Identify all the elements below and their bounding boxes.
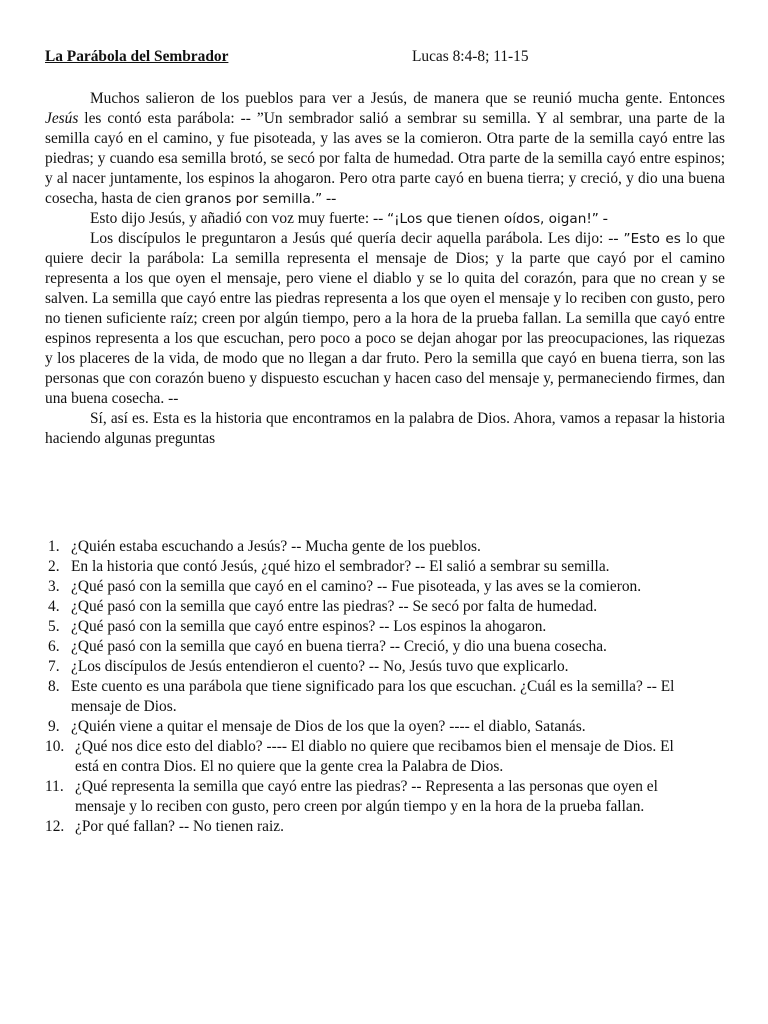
story-text: [45, 89, 725, 449]
question-text: ¿Quién estaba escuchando a Jesús? -- Mucha gente de los pueblos.: [71, 538, 481, 555]
question-number: 1.: [48, 538, 60, 555]
question-text: ¿Qué pasó con la semilla que cayó entre espinos? -- Los espinos la ahogaron.: [71, 618, 547, 635]
question-text: ¿Qué representa la semilla que cayó entre las piedras? -- Representa a las personas que oyen el mensaje y lo reciben con gusto, pero creen por algún tiempo y en la hora de la prueba fallan.: [75, 778, 658, 815]
story-p1-part-a: Muchos salieron de los pueblos para ver a Jesús, de manera que se reunió mucha gente. Entonces: [90, 90, 725, 107]
question-number: 8.: [48, 678, 60, 695]
story-paragraph-3: [45, 229, 725, 409]
question-text: ¿Quién viene a quitar el mensaje de Dios de los que la oyen? ---- el diablo, Satanás.: [71, 718, 586, 735]
question-number: 6.: [48, 638, 60, 655]
question-text: ¿Por qué fallan? -- No tienen raiz.: [75, 818, 284, 835]
question-text: ¿Qué nos dice esto del diablo? ---- El diablo no quiere que recibamos bien el mensaje de Dios. El está en contra Dios. El no quiere que la gente crea la Palabra de Dios.: [75, 738, 674, 775]
story-paragraph-4: Sí, así es. Esta es la historia que encontramos en la palabra de Dios. Ahora, vamos a repasar la historia haciendo algunas preguntas: [45, 410, 725, 447]
question-text: ¿Los discípulos de Jesús entendieron el cuento? -- No, Jesús tuvo que explicarlo.: [71, 658, 569, 675]
story-p3-part-b: lo que quiere decir la parábola: La semilla representa el mensaje de Dios; y la parte que cayó por el camino representa a los que oyen el mensaje, pero viene el diablo y se lo quita del corazón, para que no crean y se salven. La semilla que cayó entre las piedras representa a los que oyen el mensaje y lo reciben con gusto, pero no tienen suficiente raíz; creen por algún tiempo, pero a la hora de la prueba fallan. La semilla que cayó entre espinos representa a los que escuchan, pero poco a poco se dejan ahogar por las preocupaciones, las riquezas y los placeres de la vida, de modo que no llegan a dar fruto. Pero la semilla que cayó en buena tierra, son las personas que con corazón bueno y dispuesto escuchan y hacen caso del mensaje y, permaneciendo firmes, dan una buena cosecha. --: [45, 230, 725, 407]
question-number: 2.: [48, 558, 60, 575]
question-number: 12.: [45, 818, 65, 835]
question-number: 3.: [48, 578, 60, 595]
quote-mark: ”: [256, 110, 264, 127]
question-text: En la historia que contó Jesús, ¿qué hizo el sembrador? -- El salió a sembrar su semilla.: [71, 558, 610, 575]
question-number: 4.: [48, 598, 60, 615]
story-p1-part-b: les contó esta parábola: --: [78, 110, 257, 127]
question-text: ¿Qué pasó con la semilla que cayó en buena tierra? -- Creció, y dio una buena cosecha.: [71, 638, 607, 655]
question-number: 9.: [48, 718, 60, 735]
jesus-italic: Jesús: [45, 110, 79, 127]
question-text: ¿Qué pasó con la semilla que cayó en el camino? -- Fue pisoteada, y las aves se la comieron.: [71, 578, 642, 595]
question-item: [45, 737, 685, 777]
story-p3-sans: ”Esto es: [623, 231, 681, 247]
question-number: 11.: [45, 778, 64, 795]
question-item: [45, 657, 685, 677]
question-item: [45, 677, 685, 717]
story-p1-end: --: [322, 190, 337, 207]
question-item: [45, 557, 685, 577]
question-number: 10.: [45, 738, 65, 755]
question-item: [45, 537, 685, 557]
question-item: [45, 637, 685, 657]
question-text: ¿Qué pasó con la semilla que cayó entre las piedras? -- Se secó por falta de humedad.: [71, 598, 598, 615]
scripture-reference: Lucas 8:4-8; 11-15: [412, 48, 529, 65]
question-number: 5.: [48, 618, 60, 635]
page-title: La Parábola del Sembrador: [45, 48, 229, 65]
question-number: 7.: [48, 658, 60, 675]
story-p1-part-c: Un sembrador salió a sembrar su semilla. Y al sembrar, una parte de la semilla cayó en el camino, y fue pisoteada, y las aves se la comieron. Otra parte de la semilla cayó entre las piedras; y cuando esa semilla brotó, se secó por falta de humedad. Otra parte de la semilla cayó entre espinos; y al nacer juntamente, los espinos la ahogaron. Pero otra parte cayó en buena tierra; y creció, y dio una buena cosecha, hasta de cien: [45, 110, 726, 207]
question-list: [45, 537, 685, 837]
question-item: [45, 817, 685, 837]
story-p3-part-a: Los discípulos le preguntaron a Jesús qué quería decir aquella parábola. Les dijo: --: [90, 230, 624, 247]
story-paragraph-1: [45, 89, 725, 209]
header: [45, 47, 745, 67]
story-p2-sans: “¡Los que tienen oídos, oigan!”: [387, 211, 599, 227]
question-item: [45, 717, 685, 737]
question-item: [45, 617, 685, 637]
story-p1-sans: granos por semilla.”: [184, 191, 323, 207]
story-p2-part-a: Esto dijo Jesús, y añadió con voz muy fuerte: --: [90, 210, 388, 227]
question-item: [45, 597, 685, 617]
story-p2-end: -: [598, 210, 608, 227]
story-paragraph-2: [45, 209, 725, 229]
question-text: Este cuento es una parábola que tiene significado para los que escuchan. ¿Cuál es la semilla? -- El mensaje de Dios.: [71, 678, 675, 715]
question-item: [45, 577, 685, 597]
question-item: [45, 777, 685, 817]
